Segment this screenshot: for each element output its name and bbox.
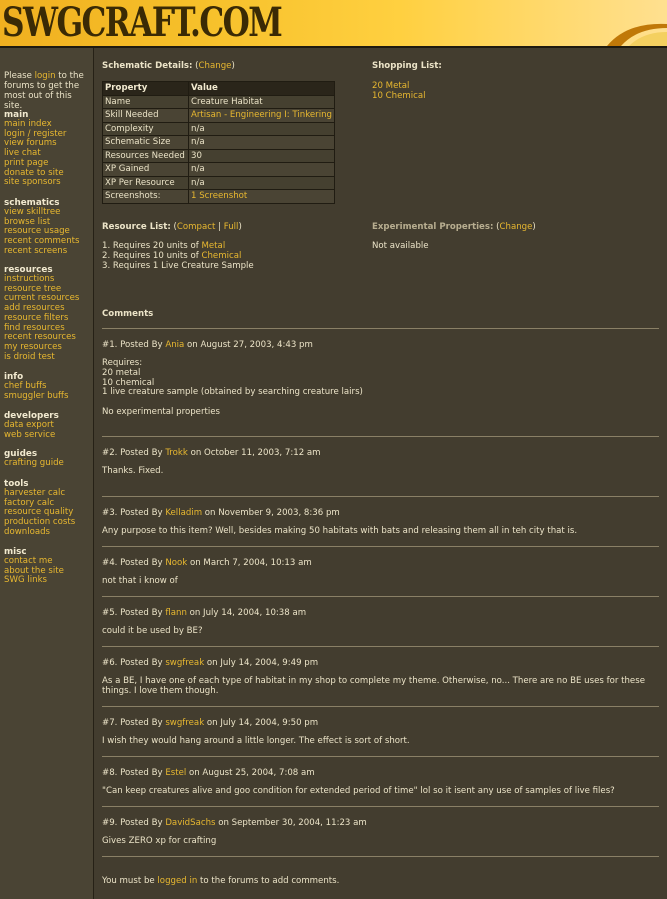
- comment-author-link[interactable]: Kelladim: [165, 508, 203, 518]
- table-row: [103, 149, 335, 163]
- comment-body: [102, 627, 203, 637]
- comment-number: #5.: [102, 608, 118, 618]
- sidebar-item-resource-quality[interactable]: resource quality: [4, 507, 74, 518]
- comment-body: [102, 787, 615, 797]
- experimental-properties-heading: Experimental Properties: (Change): [372, 222, 536, 232]
- value-cell[interactable]: 1 Screenshot: [189, 190, 335, 204]
- comment-author-link[interactable]: Estel: [165, 768, 187, 778]
- resource-link[interactable]: Chemical: [201, 251, 242, 261]
- posted-by-label: Posted By: [120, 448, 163, 458]
- comment-divider: [102, 596, 659, 597]
- comment-author-link[interactable]: swgfreak: [165, 718, 205, 728]
- comment-number: #6.: [102, 658, 118, 668]
- nav-list-schematics: [4, 208, 80, 257]
- sidebar-item-resource-usage[interactable]: resource usage: [4, 226, 70, 237]
- comment-header: [102, 340, 313, 350]
- comment-date: on August 27, 2003, 4:43 pm: [187, 340, 313, 350]
- comment-line: could it be used by BE?: [102, 626, 203, 636]
- comment-date: on November 9, 2003, 8:36 pm: [204, 508, 340, 518]
- posted-by-label: Posted By: [120, 608, 163, 618]
- comment-date: on October 11, 2003, 7:12 am: [190, 448, 321, 458]
- sidebar-item-resource-tree[interactable]: resource tree: [4, 283, 62, 294]
- comment-date: on September 30, 2004, 11:23 am: [218, 818, 367, 828]
- comment-header: [102, 768, 315, 778]
- shopping-list-heading: Shopping List:: [372, 61, 442, 71]
- comment-line: Thanks. Fixed.: [102, 466, 164, 476]
- shopping-item[interactable]: 20 Metal: [372, 81, 410, 91]
- comment-number: #4.: [102, 558, 118, 568]
- comment-body: [102, 577, 178, 587]
- nav-section-resources: resources: [4, 265, 53, 275]
- comment-body: [102, 359, 363, 418]
- comment-body: [102, 677, 645, 697]
- comment-line: 1 live creature sample (obtained by searching creature lairs): [102, 387, 363, 398]
- sidebar-item-main-index[interactable]: main index: [4, 119, 52, 129]
- sidebar: [0, 48, 94, 899]
- comment-date: on July 14, 2004, 9:49 pm: [206, 658, 319, 668]
- comment-line: I wish they would hang around a little longer. The effect is sort of short.: [102, 736, 410, 746]
- value-cell: n/a: [189, 136, 335, 150]
- comment-header: [102, 558, 312, 568]
- table-row: [103, 163, 335, 177]
- sidebar-item-view-skilltree[interactable]: view skilltree: [4, 207, 61, 217]
- nav-section-guides: guides: [4, 449, 38, 459]
- sidebar-item-instructions[interactable]: instructions: [4, 274, 55, 284]
- value-cell: Creature Habitat: [189, 95, 335, 109]
- posted-by-label: Posted By: [120, 768, 163, 778]
- sidebar-item-view-forums[interactable]: view forums: [4, 138, 57, 149]
- sidebar-item-print-page[interactable]: print page: [4, 157, 49, 168]
- comment-divider: [102, 756, 659, 757]
- comment-author-link[interactable]: Ania: [165, 340, 185, 350]
- comment-author-link[interactable]: Trokk: [165, 448, 188, 458]
- comment-divider: [102, 436, 659, 437]
- schematic-properties-table: [102, 81, 335, 204]
- comment-line: 20 metal: [102, 367, 141, 378]
- comment-body: [102, 737, 410, 747]
- comment-header: [102, 508, 340, 518]
- resource-list-heading: Resource List: (Compact | Full): [102, 222, 242, 232]
- experimental-properties-value: Not available: [372, 241, 429, 251]
- comment-number: #3.: [102, 508, 118, 518]
- comment-number: #8.: [102, 768, 118, 778]
- sidebar-item-resource-filters[interactable]: resource filters: [4, 312, 69, 323]
- comments-heading: Comments: [102, 309, 154, 319]
- resource-list: [102, 241, 254, 271]
- comment-divider: [102, 496, 659, 497]
- sidebar-item-production-costs[interactable]: production costs: [4, 517, 76, 528]
- sidebar-item-harvester-calc[interactable]: harvester calc: [4, 488, 66, 498]
- comment-divider: [102, 328, 659, 329]
- sidebar-item-is-droid-test[interactable]: is droid test: [4, 351, 55, 362]
- comment-author-link[interactable]: DavidSachs: [165, 818, 216, 828]
- comment-divider: [102, 546, 659, 547]
- nav-section-main: main: [4, 110, 29, 120]
- column-header-property: Property: [103, 82, 189, 96]
- comment-author-link[interactable]: flann: [165, 608, 187, 618]
- property-cell: XP Per Resource: [103, 176, 189, 190]
- add-comment-prompt: You must be logged in to the forums to add comments.: [102, 876, 340, 886]
- comment-number: #1.: [102, 340, 118, 350]
- logged-in-link[interactable]: logged in: [157, 876, 198, 886]
- nav-section-developers: developers: [4, 411, 59, 421]
- sidebar-item-login-register[interactable]: login / register: [4, 128, 67, 139]
- property-cell: Skill Needed: [103, 109, 189, 123]
- sidebar-item-data-export[interactable]: data export: [4, 420, 54, 430]
- sidebar-item-crafting-guide[interactable]: crafting guide: [4, 458, 64, 468]
- nav-section-schematics: schematics: [4, 198, 60, 208]
- resource-link[interactable]: Metal: [201, 241, 226, 251]
- sidebar-item-contact-me[interactable]: contact me: [4, 556, 53, 566]
- value-cell[interactable]: Artisan - Engineering I: Tinkering: [189, 109, 335, 123]
- comment-line: As a BE, I have one of each type of habitat in my shop to complete my theme. Otherwise, no... There are no BE uses for these: [102, 676, 645, 686]
- sidebar-item-chef-buffs[interactable]: chef buffs: [4, 381, 47, 391]
- nav-list-info: [4, 382, 68, 401]
- experimental-change-link[interactable]: Change: [499, 222, 533, 232]
- table-row: [103, 176, 335, 190]
- comment-number: #7.: [102, 718, 118, 728]
- comment-body: [102, 527, 577, 537]
- nav-section-tools: tools: [4, 479, 29, 489]
- comment-line: 10 chemical: [102, 377, 155, 388]
- value-cell: n/a: [189, 163, 335, 177]
- sidebar-item-find-resources[interactable]: find resources: [4, 322, 65, 333]
- column-header-value: Value: [189, 82, 335, 96]
- table-row: [103, 136, 335, 150]
- sidebar-item-browse-list[interactable]: browse list: [4, 216, 51, 227]
- comment-date: on March 7, 2004, 10:13 am: [189, 558, 312, 568]
- comment-line: not that i know of: [102, 576, 178, 586]
- comment-date: on July 14, 2004, 10:38 am: [189, 608, 307, 618]
- sidebar-item-current-resources[interactable]: current resources: [4, 293, 80, 304]
- posted-by-label: Posted By: [120, 508, 163, 518]
- comment-header: [102, 718, 318, 728]
- comment-body: [102, 837, 216, 847]
- comment-divider: [102, 856, 659, 857]
- posted-by-label: Posted By: [120, 558, 163, 568]
- sidebar-item-web-service[interactable]: web service: [4, 429, 56, 440]
- site-header: [0, 0, 667, 48]
- property-cell: XP Gained: [103, 163, 189, 177]
- nav-list-misc: [4, 557, 64, 586]
- comment-body: [102, 467, 163, 477]
- property-cell: Screenshots:: [103, 190, 189, 204]
- comment-line: No experimental properties: [102, 406, 221, 417]
- sidebar-item-add-resources[interactable]: add resources: [4, 303, 65, 314]
- comment-header: [102, 608, 306, 618]
- posted-by-label: Posted By: [120, 340, 163, 350]
- resource-list-item: 2. Requires 10 units of Chemical: [102, 251, 242, 261]
- comment-header: [102, 658, 318, 668]
- comment-line: "Can keep creatures alive and goo condition for extended period of time" lol so it isent any use of samples of live files?: [102, 786, 615, 796]
- value-cell: n/a: [189, 176, 335, 190]
- posted-by-label: Posted By: [120, 658, 163, 668]
- comment-line: Gives ZERO xp for crafting: [102, 836, 217, 846]
- table-row: [103, 190, 335, 204]
- header-swoosh-icon: [607, 18, 667, 46]
- resource-list-item: 1. Requires 20 units of Metal: [102, 241, 226, 251]
- nav-list-tools: [4, 489, 75, 538]
- schematic-change-link[interactable]: Change: [198, 61, 232, 71]
- posted-by-label: Posted By: [120, 818, 163, 828]
- comment-author-link[interactable]: swgfreak: [165, 658, 205, 668]
- shopping-item[interactable]: 10 Chemical: [372, 91, 426, 101]
- shopping-list: [372, 81, 426, 101]
- login-prompt: Please login to the forums to get the most out of this site.: [4, 71, 84, 111]
- compact-link[interactable]: Compact: [176, 222, 216, 232]
- comment-header: [102, 448, 321, 458]
- property-cell: Resources Needed: [103, 149, 189, 163]
- table-row: [103, 122, 335, 136]
- sidebar-item-smuggler-buffs[interactable]: smuggler buffs: [4, 390, 69, 401]
- nav-list-guides: [4, 459, 64, 469]
- full-link[interactable]: Full: [223, 222, 239, 232]
- comment-date: on August 25, 2004, 7:08 am: [189, 768, 315, 778]
- sidebar-item-site-sponsors[interactable]: site sponsors: [4, 177, 61, 188]
- property-cell: Complexity: [103, 122, 189, 136]
- sidebar-item-downloads[interactable]: downloads: [4, 526, 51, 537]
- comment-divider: [102, 646, 659, 647]
- comment-divider: [102, 806, 659, 807]
- table-header-row: [103, 82, 335, 96]
- site-logo[interactable]: SWGCRAFT.COM: [2, 0, 282, 46]
- schematic-details-heading: Schematic Details: (Change): [102, 61, 235, 71]
- nav-list-developers: [4, 421, 55, 440]
- sidebar-item-donate-to-site[interactable]: donate to site: [4, 167, 64, 178]
- table-row: [103, 109, 335, 123]
- nav-list-resources: [4, 275, 79, 362]
- nav-section-misc: misc: [4, 547, 27, 557]
- resource-list-item: 3. Requires 1 Live Creature Sample: [102, 261, 254, 271]
- comment-header: [102, 818, 367, 828]
- comment-line: things. I love them though.: [102, 685, 219, 696]
- property-cell: Schematic Size: [103, 136, 189, 150]
- nav-section-info: info: [4, 372, 24, 382]
- comment-date: on July 14, 2004, 9:50 pm: [206, 718, 319, 728]
- sidebar-item-about-the-site[interactable]: about the site: [4, 565, 64, 576]
- nav-list-main: [4, 120, 66, 188]
- sidebar-item-recent-comments[interactable]: recent comments: [4, 236, 80, 247]
- property-cell: Name: [103, 95, 189, 109]
- comment-divider: [102, 706, 659, 707]
- sidebar-item-recent-resources[interactable]: recent resources: [4, 332, 76, 343]
- login-link[interactable]: login: [34, 71, 56, 81]
- comment-number: #9.: [102, 818, 118, 828]
- comment-number: #2.: [102, 448, 118, 458]
- sidebar-item-factory-calc[interactable]: factory calc: [4, 497, 55, 508]
- sidebar-item-my-resources[interactable]: my resources: [4, 341, 62, 352]
- sidebar-item-swg-links[interactable]: SWG links: [4, 575, 48, 586]
- comment-author-link[interactable]: Nook: [165, 558, 188, 568]
- value-cell: 30: [189, 149, 335, 163]
- sidebar-item-live-chat[interactable]: live chat: [4, 148, 41, 159]
- table-row: [103, 95, 335, 109]
- sidebar-item-recent-screens[interactable]: recent screens: [4, 245, 68, 256]
- comment-line: Requires:: [102, 358, 143, 368]
- comment-line: Any purpose to this item? Well, besides making 50 habitats with bats and releasing them all in teh city that is.: [102, 526, 578, 536]
- posted-by-label: Posted By: [120, 718, 163, 728]
- value-cell: n/a: [189, 122, 335, 136]
